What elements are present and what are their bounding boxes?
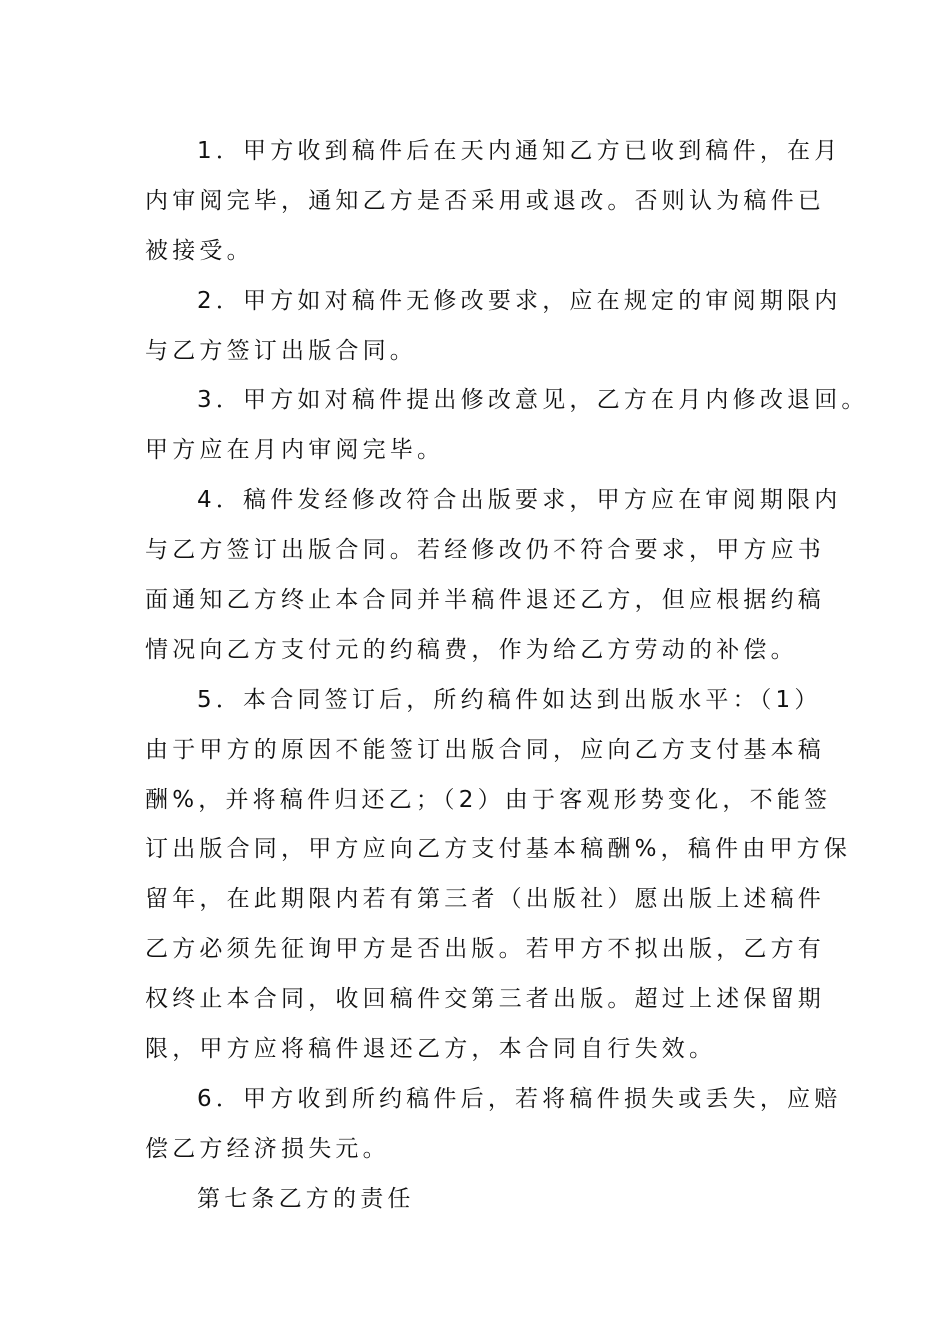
- text-line: 权终止本合同，收回稿件交第三者出版。超过上述保留期: [145, 986, 825, 1013]
- text-line: 2．甲方如对稿件无修改要求，应在规定的审阅期限内: [197, 287, 842, 314]
- paragraph: [145, 676, 852, 1075]
- paragraph: [145, 1075, 842, 1175]
- text-line: 订出版合同，甲方应向乙方支付基本稿酬%，稿件由甲方保: [145, 836, 852, 863]
- text-line: 4．稿件发经修改符合出版要求，甲方应在审阅期限内: [197, 487, 842, 514]
- text-line: 被接受。: [145, 237, 254, 264]
- text-line: 酬%，并将稿件归还乙；（2）由于客观形势变化，不能签: [145, 786, 832, 813]
- paragraph: [145, 1175, 825, 1225]
- text-line: 乙方必须先征询甲方是否出版。若甲方不拟出版，乙方有: [145, 936, 825, 963]
- text-line: 与乙方签订出版合同。: [145, 337, 417, 364]
- text-line: 甲方应在月内审阅完毕。: [145, 437, 445, 464]
- paragraph: [145, 476, 842, 676]
- text-line: 第七条乙方的责任: [197, 1185, 415, 1212]
- text-line: 与乙方签订出版合同。若经修改仍不符合要求，甲方应书: [145, 537, 825, 564]
- text-line: 限，甲方应将稿件退还乙方，本合同自行失效。: [145, 1036, 717, 1063]
- text-line: 内审阅完毕，通知乙方是否采用或退改。否则认为稿件已: [145, 187, 825, 214]
- paragraph: [145, 376, 869, 476]
- text-line: 1．甲方收到稿件后在天内通知乙方已收到稿件，在月: [197, 138, 842, 164]
- text-line: 5．本合同签订后，所约稿件如达到出版水平：（1）: [197, 686, 822, 713]
- paragraph: [145, 277, 842, 377]
- text-line: 留年，在此期限内若有第三者（出版社）愿出版上述稿件: [145, 886, 825, 913]
- document-body: [145, 127, 869, 1225]
- paragraph: [145, 127, 842, 277]
- text-line: 6．甲方收到所约稿件后，若将稿件损失或丢失，应赔: [197, 1085, 842, 1112]
- text-line: 由于甲方的原因不能签订出版合同，应向乙方支付基本稿: [145, 736, 825, 763]
- text-line: 情况向乙方支付元的约稿费，作为给乙方劳动的补偿。: [145, 636, 798, 663]
- text-line: 偿乙方经济损失元。: [145, 1135, 390, 1162]
- text-line: 面通知乙方终止本合同并半稿件退还乙方，但应根据约稿: [145, 587, 825, 614]
- text-line: 3．甲方如对稿件提出修改意见，乙方在月内修改退回。: [197, 387, 869, 414]
